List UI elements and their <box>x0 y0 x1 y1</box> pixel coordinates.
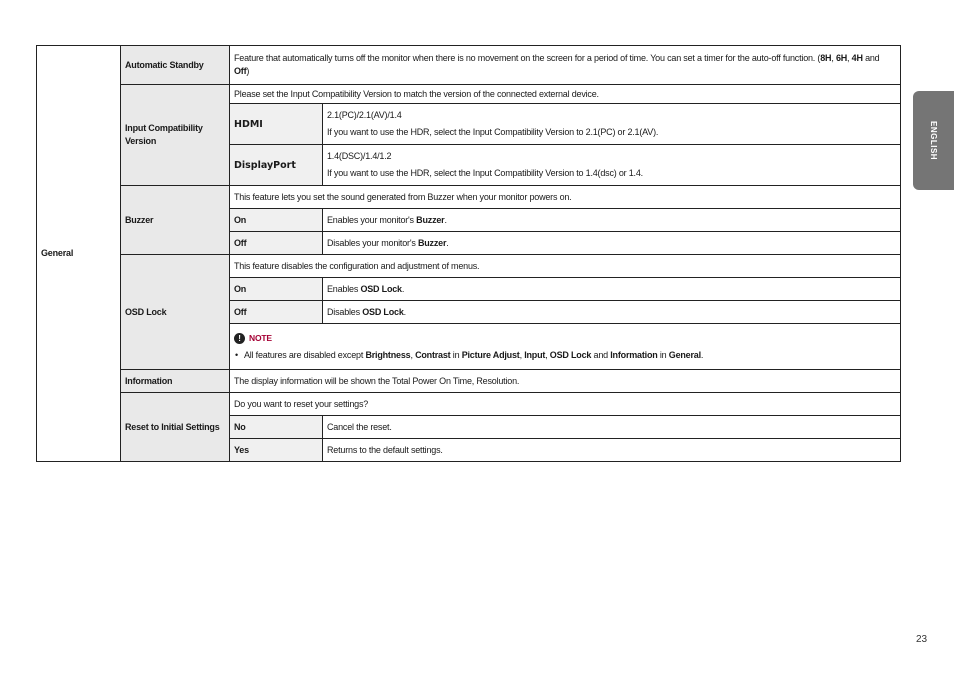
option-displayport: DisplayPort <box>230 145 323 186</box>
note-text: • All features are disabled except Brightness, Contrast in Picture Adjust, Input, OSD Lock and Information in General. <box>235 349 704 360</box>
osd-lock-on-description: Enables OSD Lock. <box>323 278 901 301</box>
table-row <box>37 393 901 416</box>
displayport-description <box>323 145 901 186</box>
input-compatibility-intro: Please set the Input Compatibility Version to match the version of the connected external device. <box>230 85 901 104</box>
osd-lock-off-description: Disables OSD Lock. <box>323 301 901 324</box>
buzzer-on-description: Enables your monitor's Buzzer. <box>323 209 901 232</box>
reset-no-description: Cancel the reset. <box>323 416 901 439</box>
displayport-hint: If you want to use the HDR, select the Input Compatibility Version to 1.4(dsc) or 1.4. <box>327 168 643 178</box>
language-tab-label: ENGLISH <box>929 120 938 161</box>
item-osd-lock: OSD Lock <box>121 255 230 370</box>
table-row <box>37 255 901 278</box>
buzzer-off-description: Disables your monitor's Buzzer. <box>323 232 901 255</box>
note-heading <box>234 332 896 345</box>
buzzer-intro: This feature lets you set the sound generated from Buzzer when your monitor powers on. <box>230 186 901 209</box>
item-input-compatibility-version: Input Compatibility Version <box>121 85 230 186</box>
page-number: 23 <box>916 634 928 645</box>
information-description: The display information will be shown the Total Power On Time, Resolution. <box>230 370 901 393</box>
settings-table <box>36 45 901 462</box>
reset-yes-description: Returns to the default settings. <box>323 439 901 462</box>
section-general: General <box>37 46 121 462</box>
option-osd-lock-off: Off <box>230 301 323 324</box>
reset-intro: Do you want to reset your settings? <box>230 393 901 416</box>
note-title: NOTE <box>249 332 272 343</box>
item-automatic-standby: Automatic Standby <box>121 46 230 85</box>
table-row <box>37 85 901 104</box>
automatic-standby-description: Feature that automatically turns off the monitor when there is no movement on the screen for a period of time. You can set a timer for the auto-off function. (8H, 6H, 4H and Off) <box>230 46 901 85</box>
displayport-versions: 1.4(DSC)/1.4/1.2 <box>327 151 392 161</box>
hdmi-description <box>323 104 901 145</box>
option-reset-yes: Yes <box>230 439 323 462</box>
table-row <box>37 186 901 209</box>
item-reset-to-initial-settings: Reset to Initial Settings <box>121 393 230 462</box>
exclamation-icon: ! <box>234 333 245 344</box>
hdmi-hint: If you want to use the HDR, select the Input Compatibility Version to 2.1(PC) or 2.1(AV). <box>327 127 659 137</box>
option-reset-no: No <box>230 416 323 439</box>
option-osd-lock-on: On <box>230 278 323 301</box>
bullet-icon: • <box>235 349 238 360</box>
option-hdmi: HDMI <box>230 104 323 145</box>
item-buzzer: Buzzer <box>121 186 230 255</box>
option-buzzer-off: Off <box>230 232 323 255</box>
osd-lock-intro: This feature disables the configuration and adjustment of menus. <box>230 255 901 278</box>
osd-lock-note <box>230 324 901 370</box>
language-tab <box>913 91 954 190</box>
table-row <box>37 46 901 85</box>
item-information: Information <box>121 370 230 393</box>
hdmi-versions: 2.1(PC)/2.1(AV)/1.4 <box>327 110 402 120</box>
table-row <box>37 370 901 393</box>
option-buzzer-on: On <box>230 209 323 232</box>
